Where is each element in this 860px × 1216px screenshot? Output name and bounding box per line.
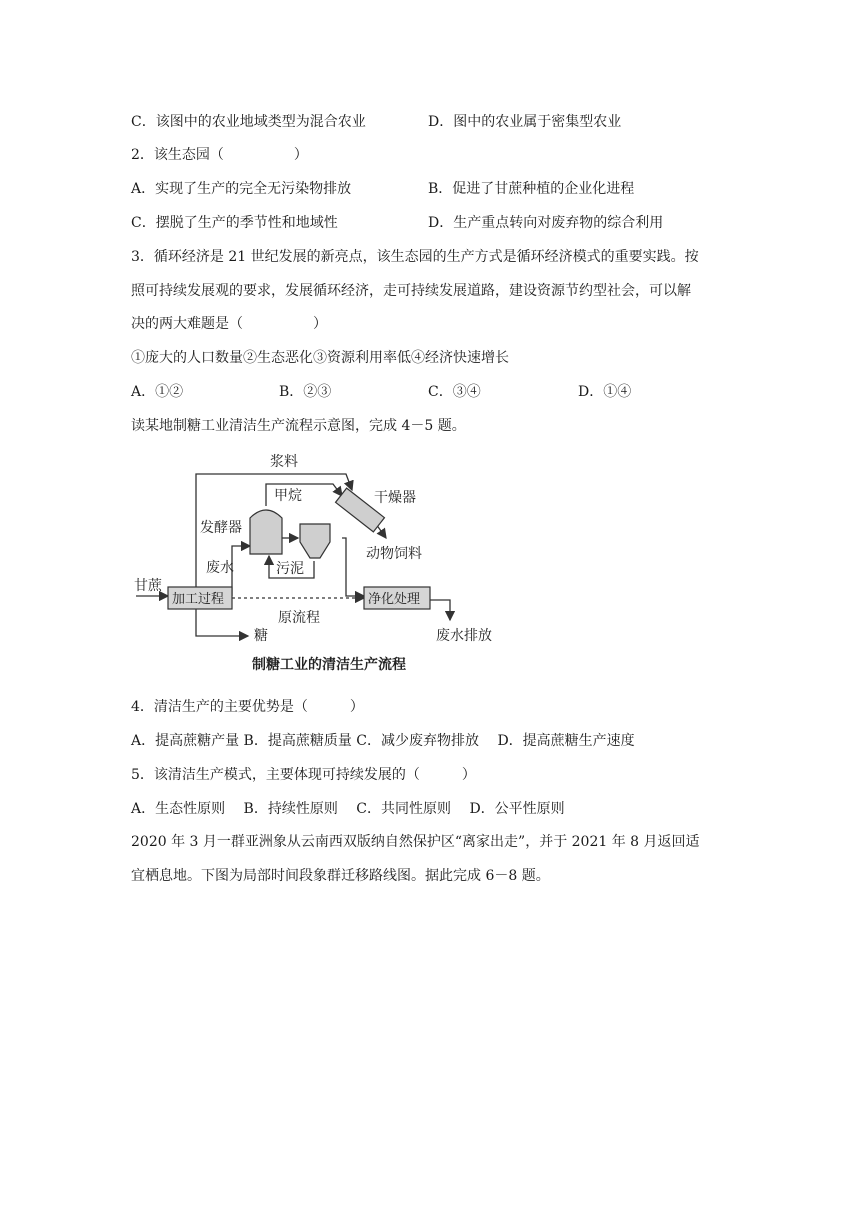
- q5-stem: 5．该清洁生产模式，主要体现可持续发展的（ ）: [131, 767, 476, 783]
- q1-option-d: D．图中的农业属于密集型农业: [428, 114, 622, 130]
- q2-stem: 2．该生态园（ ）: [131, 147, 308, 163]
- label-feed: 动物饲料: [366, 546, 422, 562]
- intro-6-8-line2: 宜栖息地。下图为局部时间段象群迁移路线图。据此完成 6－8 题。: [131, 868, 550, 884]
- q2-option-c: C．摆脱了生产的季节性和地域性: [131, 215, 338, 231]
- intro-4-5: 读某地制糖工业清洁生产流程示意图，完成 4－5 题。: [131, 418, 466, 434]
- q3-stem-line2: 照可持续发展观的要求，发展循环经济，走可持续发展道路，建设资源节约型社会，可以解: [131, 283, 691, 299]
- q3-option-c: C．③④: [428, 384, 481, 400]
- figure-caption: 制糖工业的清洁生产流程: [252, 657, 406, 673]
- fermenter-shape: [250, 510, 282, 554]
- label-fermenter: 发酵器: [200, 520, 242, 536]
- label-sugar: 糖: [254, 628, 268, 644]
- intro-6-8-line1: 2020 年 3 月一群亚洲象从云南西双版纳自然保护区“离家出走”，并于 2021 年 8 月返回适: [131, 834, 700, 850]
- q3-stem-line3: 决的两大难题是（ ）: [131, 316, 327, 332]
- label-slurry: 浆料: [270, 454, 298, 470]
- q1-option-c: C．该图中的农业地域类型为混合农业: [131, 114, 366, 130]
- q2-option-d: D．生产重点转向对废弃物的综合利用: [428, 215, 664, 231]
- q2-option-a: A．实现了生产的完全无污染物排放: [131, 181, 352, 197]
- sugar-clean-production-diagram: [128, 446, 492, 678]
- label-purification: 净化处理: [368, 592, 421, 607]
- label-discharge: 废水排放: [436, 628, 492, 644]
- q2-option-b: B．促进了甘蔗种植的企业化进程: [428, 181, 635, 197]
- label-processing: 加工过程: [172, 592, 225, 607]
- q4-stem: 4．清洁生产的主要优势是（ ）: [131, 699, 364, 715]
- q3-option-d: D．①④: [578, 384, 632, 400]
- label-wastewater: 废水: [206, 560, 234, 576]
- label-methane: 甲烷: [274, 488, 302, 504]
- label-sludge: 污泥: [276, 561, 304, 577]
- q4-options: A．提高蔗糖产量 B．提高蔗糖质量 C．减少废弃物排放 D．提高蔗糖生产速度: [131, 733, 635, 749]
- q3-stem-line1: 3．循环经济是 21 世纪发展的新亮点，该生态园的生产方式是循环经济模式的重要实践。按: [131, 249, 699, 265]
- q5-options: A．生态性原则 B．持续性原则 C．共同性原则 D．公平性原则: [131, 801, 565, 817]
- label-original-flow: 原流程: [278, 610, 320, 626]
- label-dryer: 干燥器: [374, 490, 416, 506]
- q3-option-a: A．①②: [131, 384, 184, 400]
- q3-items: ①庞大的人口数量②生态恶化③资源利用率低④经济快速增长: [131, 350, 509, 366]
- q3-option-b: B．②③: [279, 384, 332, 400]
- label-sugarcane: 甘蔗: [134, 578, 162, 594]
